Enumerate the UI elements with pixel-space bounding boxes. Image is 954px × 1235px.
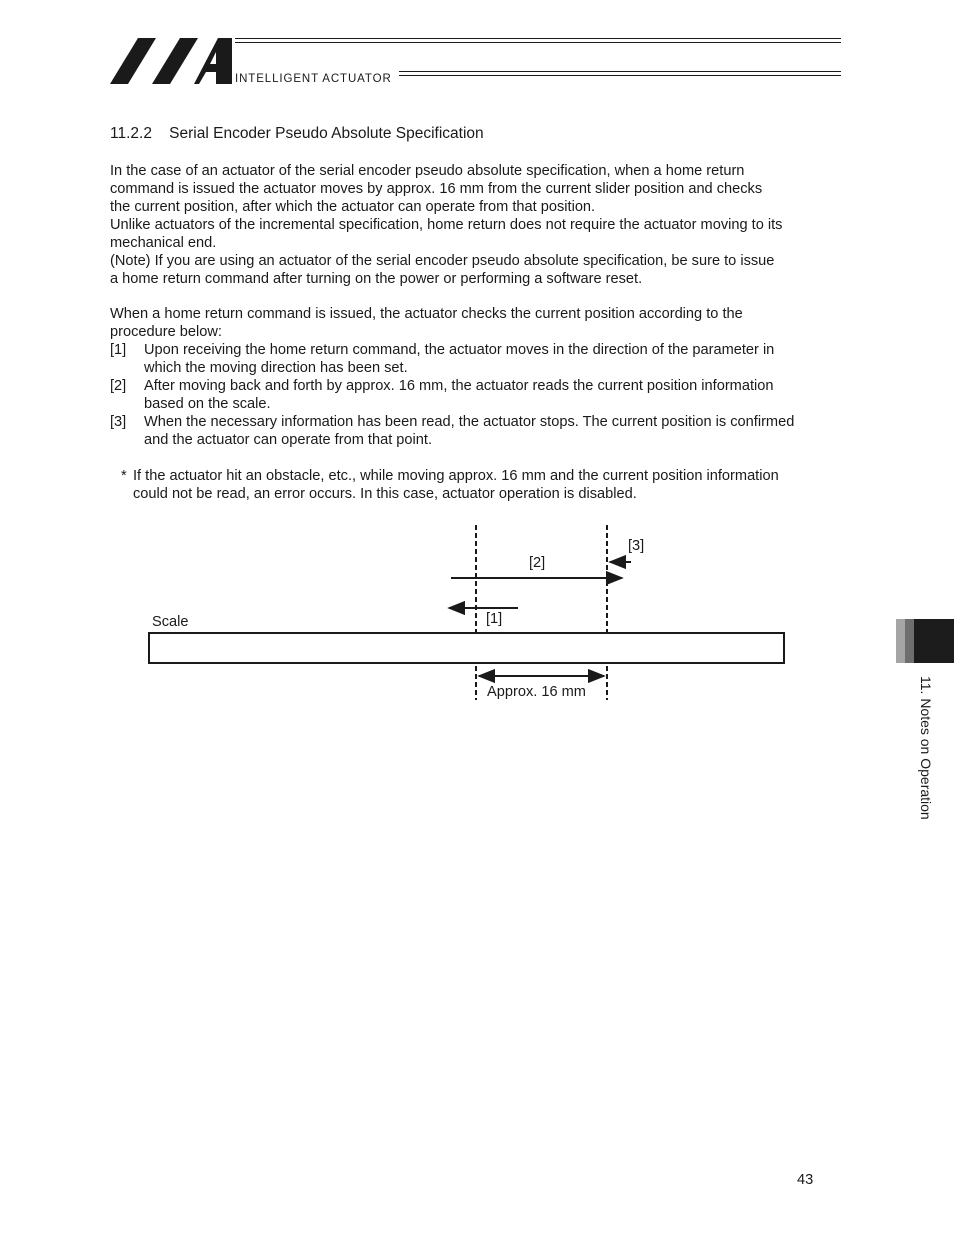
intro-paragraph bbox=[110, 162, 782, 288]
text-line: Upon receiving the home return command, the actuator moves in the direction of the parameter in bbox=[144, 342, 775, 358]
text-line: (Note) If you are using an actuator of the serial encoder pseudo absolute specification, be sure to issue bbox=[110, 253, 775, 269]
note bbox=[121, 467, 779, 502]
text-line: When a home return command is issued, the actuator checks the current position according to the bbox=[110, 306, 743, 322]
procedure-intro bbox=[110, 305, 743, 341]
scale-label: Scale bbox=[152, 614, 189, 630]
label-1: [1] bbox=[486, 611, 503, 627]
text-line: which the moving direction has been set. bbox=[144, 360, 408, 376]
text-line: In the case of an actuator of the serial encoder pseudo absolute specification, when a home return bbox=[110, 163, 745, 179]
text-line: a home return command after turning on the power or performing a software reset. bbox=[110, 271, 643, 287]
text-line: mechanical end. bbox=[110, 235, 217, 251]
text-line: If the actuator hit an obstacle, etc., while moving approx. 16 mm and the current position information bbox=[133, 468, 779, 484]
text-line: command is issued the actuator moves by approx. 16 mm from the current slider position and checks bbox=[110, 181, 763, 197]
step-number: [3] bbox=[110, 414, 127, 430]
text-line: After moving back and forth by approx. 16 mm, the actuator reads the current position information bbox=[144, 378, 774, 394]
header-rule-2 bbox=[235, 42, 841, 43]
text-line: When the necessary information has been read, the actuator stops. The current position is confirmed bbox=[144, 414, 795, 430]
tab-stripe-dark bbox=[914, 619, 954, 663]
chapter-tab bbox=[896, 619, 954, 663]
header-rule-1 bbox=[235, 38, 841, 39]
section-title: 11.2.2 Serial Encoder Pseudo Absolute Specification bbox=[110, 125, 484, 142]
text-line: and the actuator can operate from that point. bbox=[144, 432, 433, 448]
text-line: could not be read, an error occurs. In this case, actuator operation is disabled. bbox=[133, 486, 637, 502]
text-line: procedure below: bbox=[110, 324, 222, 340]
text-line: Unlike actuators of the incremental specification, home return does not require the actuator moving to its bbox=[110, 217, 783, 233]
text-line: the current position, after which the actuator can operate from that position. bbox=[110, 199, 596, 215]
label-2: [2] bbox=[529, 555, 546, 571]
step-number: [2] bbox=[110, 378, 127, 394]
step-number: [1] bbox=[110, 342, 127, 358]
home-return-diagram bbox=[140, 520, 800, 710]
chapter-label: 11. Notes on Operation bbox=[918, 676, 934, 820]
text-line: based on the scale. bbox=[144, 396, 271, 412]
tab-stripe-mid bbox=[905, 619, 914, 663]
iai-logo bbox=[110, 34, 232, 86]
note-mark: * bbox=[121, 468, 127, 484]
header-rule-3 bbox=[399, 71, 841, 72]
label-3: [3] bbox=[628, 538, 645, 554]
page-number: 43 bbox=[797, 1172, 814, 1188]
scale-bar bbox=[149, 633, 784, 663]
tab-stripe-light bbox=[896, 619, 905, 663]
header-rule-4 bbox=[399, 75, 841, 76]
distance-label: Approx. 16 mm bbox=[487, 684, 586, 700]
brand-text: INTELLIGENT ACTUATOR bbox=[235, 73, 392, 85]
